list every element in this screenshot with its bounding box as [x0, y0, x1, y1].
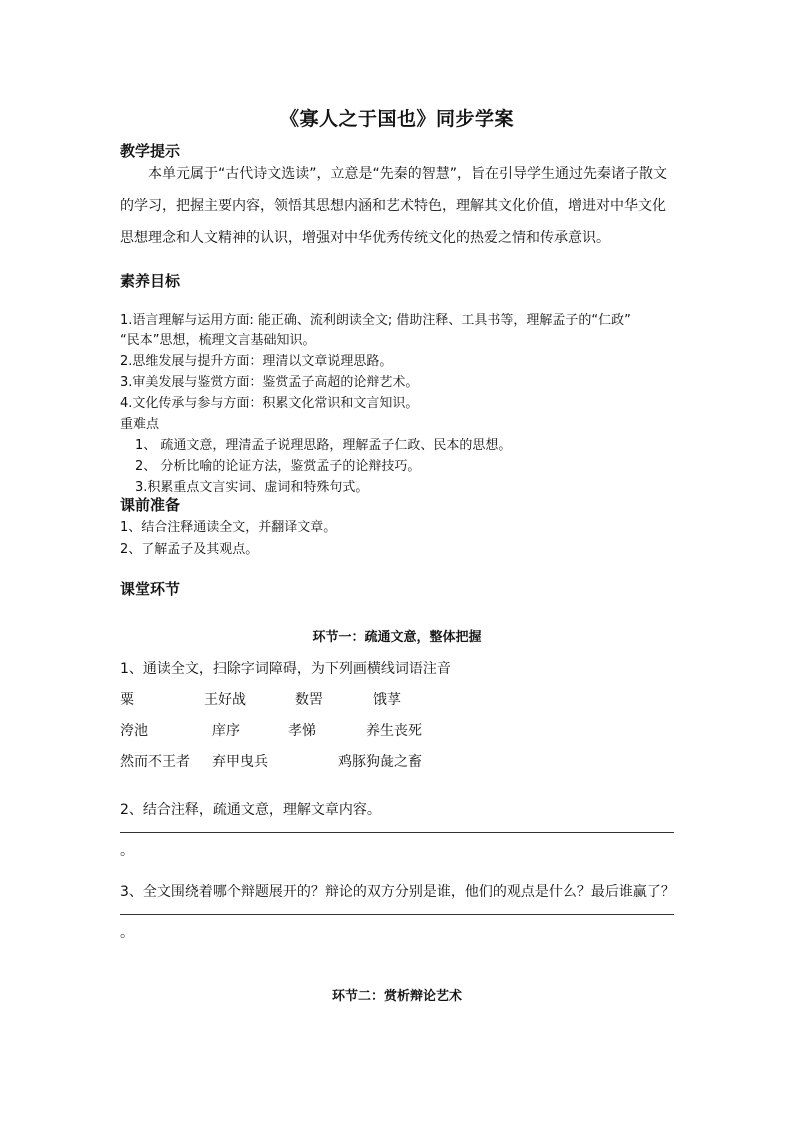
- vocab-item: 庠序: [212, 723, 240, 739]
- question-3: 3、全文围绕着哪个辩题展开的？辩论的双方分别是谁，他们的观点是什么？最后谁赢了？: [120, 884, 675, 900]
- preparation-item-2: 2、了解孟子及其观点。: [120, 542, 259, 557]
- vocab-item: 王好战: [204, 692, 246, 708]
- goal-item-3: 3.审美发展与鉴赏方面：鉴赏孟子高超的论辩艺术。: [120, 375, 419, 390]
- document-title: 《寡人之于国也》同步学案: [279, 108, 514, 130]
- vocab-item: 粟: [120, 692, 134, 708]
- vocab-item: 数罟: [295, 692, 323, 708]
- vocab-item: 洿池: [120, 723, 148, 739]
- goal-item-4: 4.文化传承与参与方面：积累文化常识和文言知识。: [120, 396, 419, 411]
- part1-heading: 环节一：疏通文意，整体把握: [312, 630, 482, 645]
- question-2: 2、结合注释，疏通文意，理解文章内容。: [120, 802, 381, 818]
- vocab-item: 养生丧死: [366, 723, 422, 739]
- answer-line[interactable]: [120, 832, 674, 833]
- vocab-item: 孝悌: [288, 723, 316, 739]
- teaching-tips-paragraph: 本单元属于“古代诗文选读”，立意是“先秦的智慧”，旨在引导学生通过先秦诸子散文的学习，把握主要内容，领悟其思想内涵和艺术特色，理解其文化价值，增进对中华文化思想理念和人文精神的认识，增强对中华优秀传统文化的热爱之情和传承意识。: [120, 166, 668, 246]
- vocab-item: 鸡豚狗彘之畜: [338, 754, 422, 770]
- literacy-goals-heading: 素养目标: [120, 272, 181, 290]
- vocab-item: 弃甲曳兵: [212, 754, 268, 770]
- question-1: 1、通读全文，扫除字词障碍，为下列画横线词语注音: [120, 661, 451, 677]
- answer-line-end: 。: [120, 925, 134, 941]
- answer-line-end: 。: [120, 843, 134, 859]
- part2-heading: 环节二：赏析辩论艺术: [331, 989, 462, 1004]
- goal-item-1-cont: “民本”思想，梳理文言基础知识。: [120, 333, 316, 348]
- goal-item-2: 2.思维发展与提升方面：理清以文章说理思路。: [120, 354, 393, 369]
- key-point-1: 1、 疏通文意，理清孟子说理思路，理解孟子仁政、民本的思想。: [135, 438, 512, 453]
- vocab-item: 然而不王者: [120, 754, 190, 770]
- classroom-heading: 课堂环节: [120, 580, 181, 598]
- preparation-heading: 课前准备: [120, 496, 181, 514]
- preparation-item-1: 1、结合注释通读全文，并翻译文章。: [120, 520, 337, 535]
- goal-item-1: 1.语言理解与运用方面: 能正确、流利朗读全文; 借助注释、工具书等，理解孟子的“仁政”: [120, 313, 631, 328]
- key-point-2: 2、 分析比喻的论证方法，鉴赏孟子的论辩技巧。: [135, 459, 421, 474]
- teaching-tips-heading: 教学提示: [120, 142, 181, 160]
- answer-line[interactable]: [120, 914, 674, 915]
- key-point-3: 3.积累重点文言实词、虚词和特殊句式。: [135, 480, 369, 495]
- vocab-item: 饿莩: [373, 692, 401, 708]
- key-points-label: 重难点: [120, 417, 160, 432]
